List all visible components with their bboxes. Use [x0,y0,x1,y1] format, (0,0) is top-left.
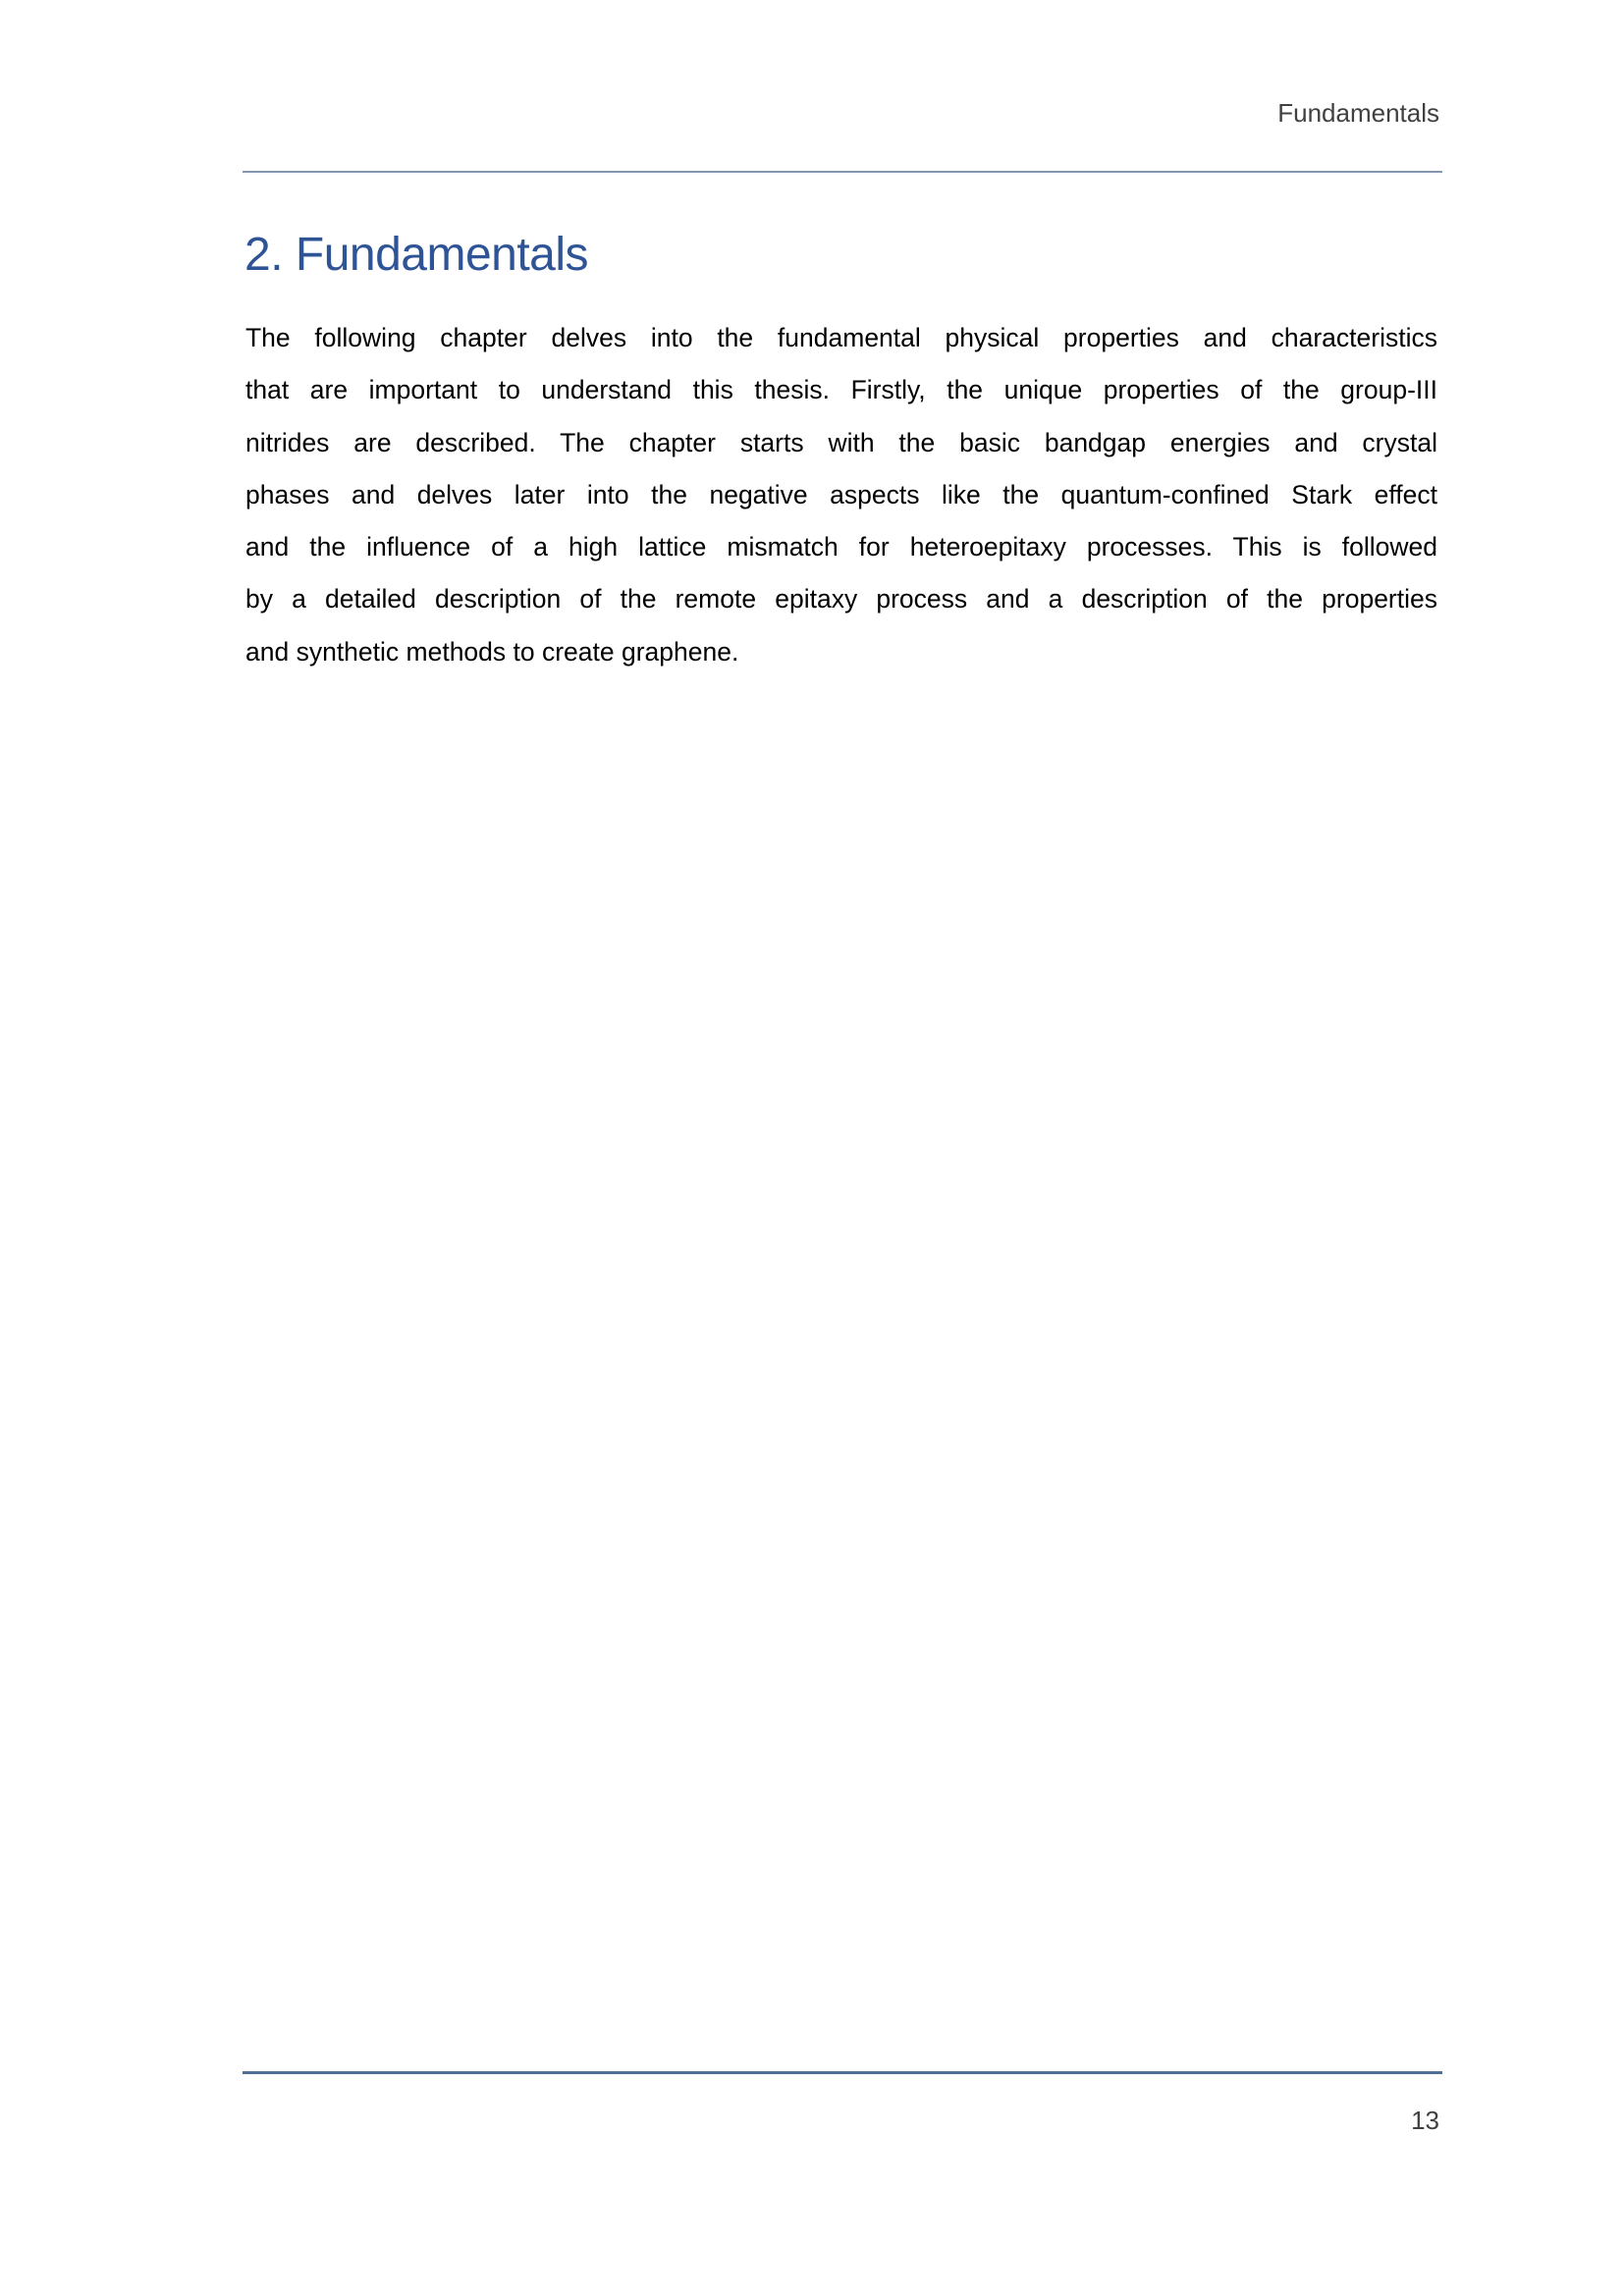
paragraph-line: and the influence of a high lattice mismatch for heteroepitaxy processes. This is followed [245,532,1437,562]
paragraph-line: and synthetic methods to create graphene. [245,636,739,667]
paragraph-line: that are important to understand this thesis. Firstly, the unique properties of the group-III [245,375,1437,405]
footer-rule [243,2071,1442,2074]
chapter-title: 2. Fundamentals [244,229,589,281]
header-rule [243,171,1442,173]
page-number: 13 [1411,2106,1439,2135]
paragraph-line: The following chapter delves into the fundamental physical properties and characteristics [245,323,1437,352]
chapter-intro-paragraph [245,312,1437,678]
paragraph-line: phases and delves later into the negative aspects like the quantum-confined Stark effect [245,479,1437,509]
paragraph-line: nitrides are described. The chapter starts with the basic bandgap energies and crystal [245,427,1437,457]
paragraph-line: by a detailed description of the remote epitaxy process and a description of the properties [245,584,1437,614]
running-header: Fundamentals [1277,98,1439,128]
